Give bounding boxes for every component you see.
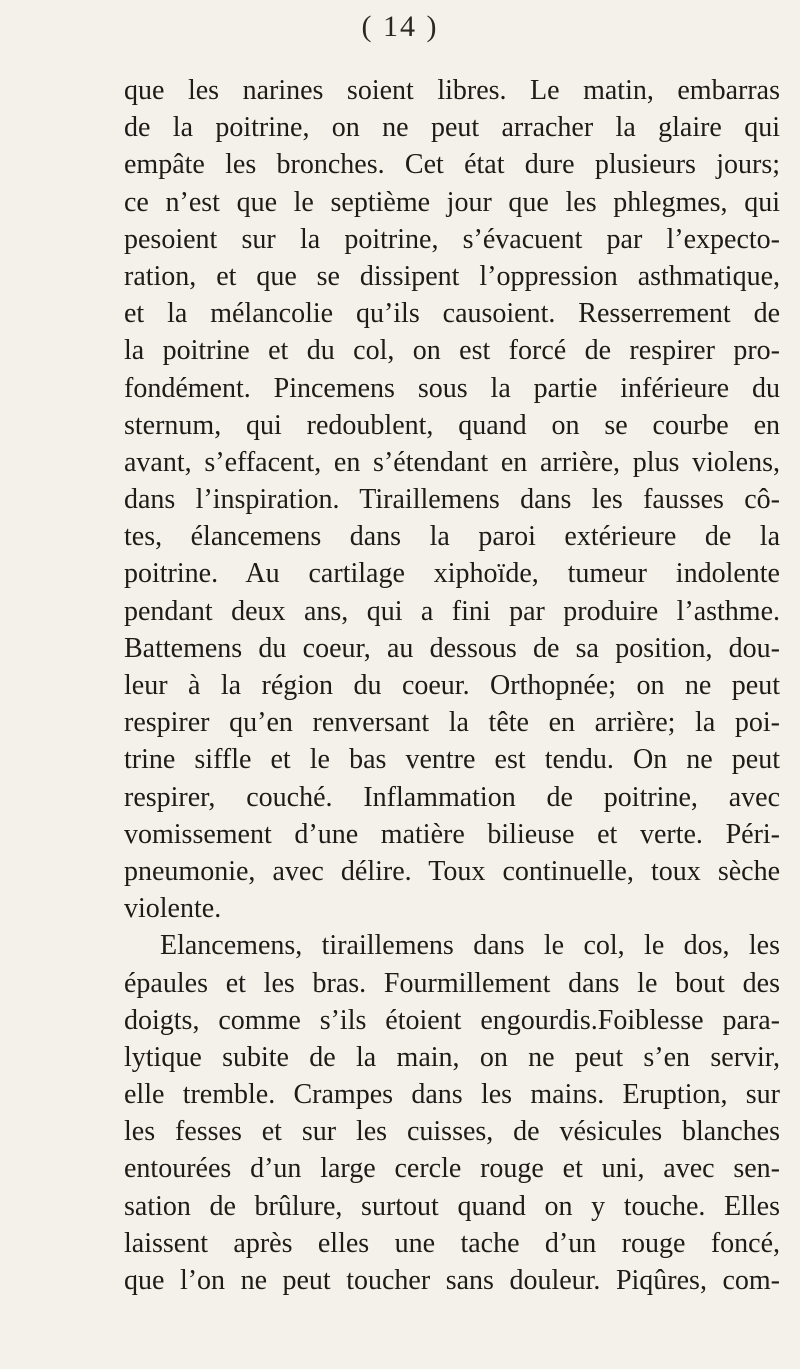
text-line: ration, et que se dissipent l’oppression asthmatique, — [124, 260, 780, 292]
text-line: la poitrine et du col, on est forcé de respirer pro- — [124, 335, 780, 367]
text-line: vomissement d’une matière bilieuse et verte. Péri- — [124, 818, 780, 850]
paragraph — [124, 72, 780, 927]
text-line: entourées d’un large cercle rouge et uni, avec sen- — [124, 1153, 780, 1185]
text-line: et la mélancolie qu’ils causoient. Resserrement de — [124, 298, 780, 330]
text-line: que les narines soient libres. Le matin, embarras — [124, 75, 780, 106]
text-line: elle tremble. Crampes dans les mains. Eruption, sur — [124, 1079, 780, 1111]
text-line: sternum, qui redoublent, quand on se courbe en — [124, 409, 780, 441]
text-line: trine siffle et le bas ventre est tendu. On ne peut — [124, 744, 780, 776]
text-line: pneumonie, avec délire. Toux continuelle, toux sèche — [124, 855, 780, 887]
text-line: doigts, comme s’ils étoient engourdis.Foiblesse para- — [124, 1004, 780, 1036]
text-line: violente. — [124, 893, 222, 925]
text-line: avant, s’effacent, en s’étendant en arrière, plus violens, — [124, 446, 780, 478]
text-line: ce n’est que le septième jour que les phlegmes, qui — [124, 186, 780, 218]
text-line: tes, élancemens dans la paroi extérieure de la — [124, 521, 780, 553]
body-text — [124, 72, 780, 1299]
text-line: dans l’inspiration. Tiraillemens dans les fausses cô- — [124, 484, 780, 516]
text-line: Battemens du coeur, au dessous de sa position, dou- — [124, 632, 780, 664]
text-line: épaules et les bras. Fourmillement dans le bout des — [124, 967, 780, 999]
text-line: leur à la région du coeur. Orthopnée; on ne peut — [124, 670, 780, 701]
paragraph — [124, 927, 780, 1299]
text-line: que l’on ne peut toucher sans douleur. Piqûres, com- — [124, 1265, 780, 1296]
text-line: fondément. Pincemens sous la partie inférieure du — [124, 372, 780, 404]
page-number: ( 14 ) — [361, 10, 439, 43]
text-line: pesoient sur la poitrine, s’évacuent par l’expecto- — [124, 223, 780, 255]
text-line: respirer, couché. Inflammation de poitrine, avec — [124, 781, 780, 813]
text-line: Elancemens, tiraillemens dans le col, le dos, les — [160, 930, 780, 962]
text-line: sation de brûlure, surtout quand on y touche. Elles — [124, 1190, 780, 1222]
text-line: les fesses et sur les cuisses, de vésicules blanches — [124, 1116, 780, 1148]
text-line: pendant deux ans, qui a fini par produire l’asthme. — [124, 595, 780, 627]
text-line: respirer qu’en renversant la tête en arrière; la poi- — [124, 707, 780, 739]
text-line: de la poitrine, on ne peut arracher la glaire qui — [124, 112, 780, 144]
text-line: empâte les bronches. Cet état dure plusieurs jours; — [124, 149, 780, 181]
text-line: lytique subite de la main, on ne peut s’en servir, — [124, 1041, 780, 1073]
text-line: laissent après elles une tache d’un rouge foncé, — [124, 1227, 780, 1259]
text-line: poitrine. Au cartilage xiphoïde, tumeur indolente — [124, 558, 780, 590]
